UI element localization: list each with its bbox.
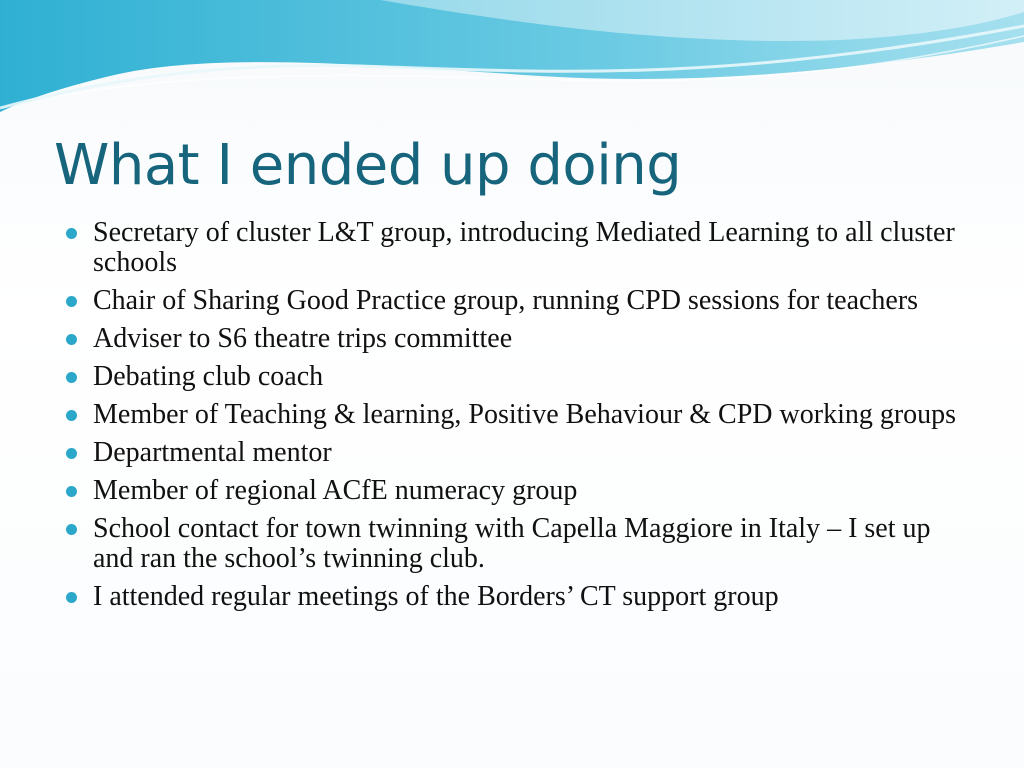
bullet-text: Member of regional ACfE numeracy group: [93, 475, 578, 506]
bullet-dot-icon: [66, 592, 77, 603]
bullet-item: [66, 218, 966, 278]
bullet-text: I attended regular meetings of the Borders’ CT support group: [93, 581, 779, 612]
bullet-list: [66, 218, 966, 620]
slide-title: What I ended up doing: [54, 133, 682, 198]
bullet-text: Debating club coach: [93, 361, 324, 392]
bullet-dot-icon: [66, 296, 77, 307]
bullet-text: Member of Teaching & learning, Positive Behaviour & CPD working groups: [93, 399, 957, 430]
bullet-dot-icon: [66, 486, 77, 497]
bullet-dot-icon: [66, 334, 77, 345]
bullet-dot-icon: [66, 448, 77, 459]
bullet-item: [66, 476, 966, 506]
bullet-item: [66, 286, 966, 316]
bullet-text: School contact for town twinning with Capella Maggiore in Italy – I set up and ran the school’s twinning club.: [93, 513, 931, 574]
bullet-dot-icon: [66, 372, 77, 383]
bullet-item: [66, 438, 966, 468]
bullet-text: Chair of Sharing Good Practice group, running CPD sessions for teachers: [93, 285, 919, 316]
bullet-text: Adviser to S6 theatre trips committee: [93, 323, 513, 354]
wave-decoration: [0, 0, 1024, 120]
bullet-item: [66, 400, 966, 430]
bullet-dot-icon: [66, 410, 77, 421]
bullet-text: Secretary of cluster L&T group, introducing Mediated Learning to all cluster schools: [93, 217, 955, 278]
bullet-dot-icon: [66, 228, 77, 239]
bullet-item: [66, 582, 966, 612]
bullet-item: [66, 514, 966, 574]
bullet-item: [66, 362, 966, 392]
bullet-item: [66, 324, 966, 354]
bullet-text: Departmental mentor: [93, 437, 332, 468]
bullet-dot-icon: [66, 524, 77, 535]
